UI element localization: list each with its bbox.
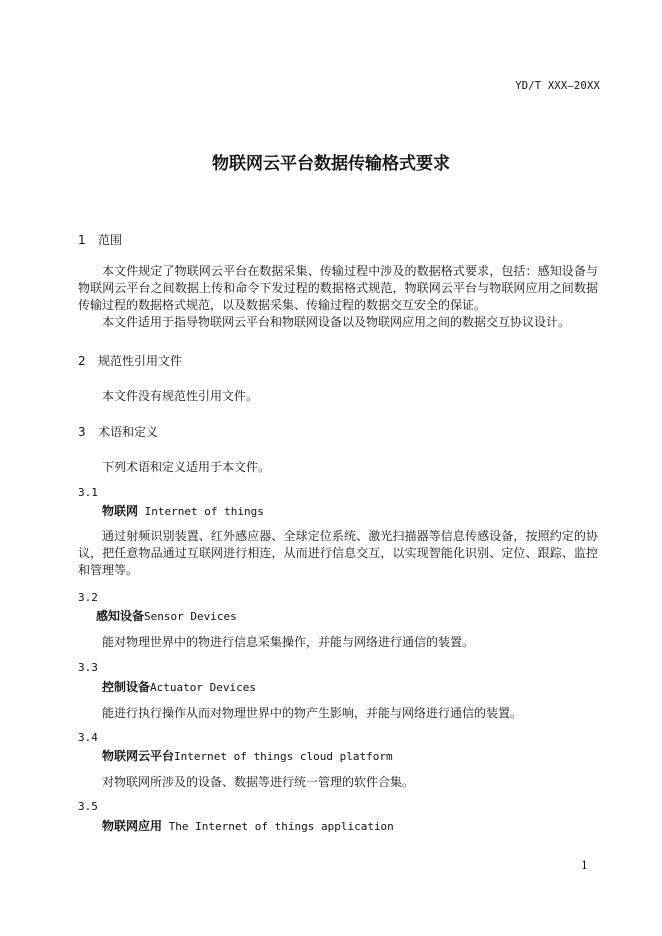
section-title: 范围 (98, 233, 123, 247)
term-name-cn: 物联网云平台 (102, 749, 175, 763)
term-title (102, 817, 394, 834)
document-title: 物联网云平台数据传输格式要求 (212, 154, 450, 174)
section-number: 1 (78, 233, 86, 247)
term-name-cn: 物联网 (102, 504, 139, 518)
terms-intro: 下列术语和定义适用于本文件。 (102, 460, 271, 474)
standard-code: YD/T XXX—20XX (515, 80, 600, 92)
section-title: 术语和定义 (98, 425, 159, 439)
term-title (102, 502, 264, 519)
scope-paragraphs (78, 263, 598, 331)
term-name-en: Sensor Devices (144, 610, 237, 623)
section-1-heading (78, 231, 122, 248)
section-3-heading (78, 423, 158, 440)
term-title (96, 607, 237, 624)
term-definition (78, 528, 598, 579)
term-name-cn: 物联网应用 (102, 819, 163, 833)
scope-paragraph-2: 本文件适用于指导物联网云平台和物联网设备以及物联网应用之间的数据交互协议设计。 (102, 315, 571, 329)
term-definition: 能对物理世界中的物进行信息采集操作，并能与网络进行通信的装置。 (102, 635, 475, 649)
term-name-en: The Internet of things application (162, 820, 394, 833)
section-title: 规范性引用文件 (98, 354, 183, 368)
term-name-en: Internet of things (138, 505, 264, 518)
clause-number: 3.2 (78, 591, 98, 604)
page-number: 1 (581, 859, 588, 872)
term-definition-text: 通过射频识别装置、红外感应器、全球定位系统、激光扫描器等信息传感设备，按照约定的协议，把任意物品通过互联网进行相连，从而进行信息交互，以实现智能化识别、定位、跟踪、监控和管理等。 (78, 529, 598, 577)
term-name-en: Internet of things cloud platform (174, 750, 393, 763)
normative-paragraph: 本文件没有规范性引用文件。 (102, 389, 259, 403)
section-number: 3 (78, 425, 86, 439)
scope-paragraph-1: 本文件规定了物联网云平台在数据采集、传输过程中涉及的数据格式要求，包括：感知设备与物联网云平台之间数据上传和命令下发过程的数据格式规范，物联网云平台与物联网应用之间数据传输过程的数据格式规范，以及数据采集、传输过程的数据交互安全的保证。 (78, 264, 598, 312)
term-name-cn: 感知设备 (96, 609, 145, 623)
clause-number: 3.5 (78, 800, 98, 813)
term-title (102, 747, 393, 764)
section-number: 2 (78, 354, 86, 368)
term-title (102, 678, 256, 695)
term-definition: 能进行执行操作从而对物理世界中的物产生影响，并能与网络进行通信的装置。 (102, 706, 523, 720)
term-definition: 对物联网所涉及的设备、数据等进行统一管理的软件合集。 (102, 775, 415, 789)
term-name-en: Actuator Devices (150, 681, 256, 694)
clause-number: 3.1 (78, 486, 98, 499)
clause-number: 3.4 (78, 731, 98, 744)
clause-number: 3.3 (78, 661, 98, 674)
term-name-cn: 控制设备 (102, 680, 151, 694)
section-2-heading (78, 352, 182, 369)
